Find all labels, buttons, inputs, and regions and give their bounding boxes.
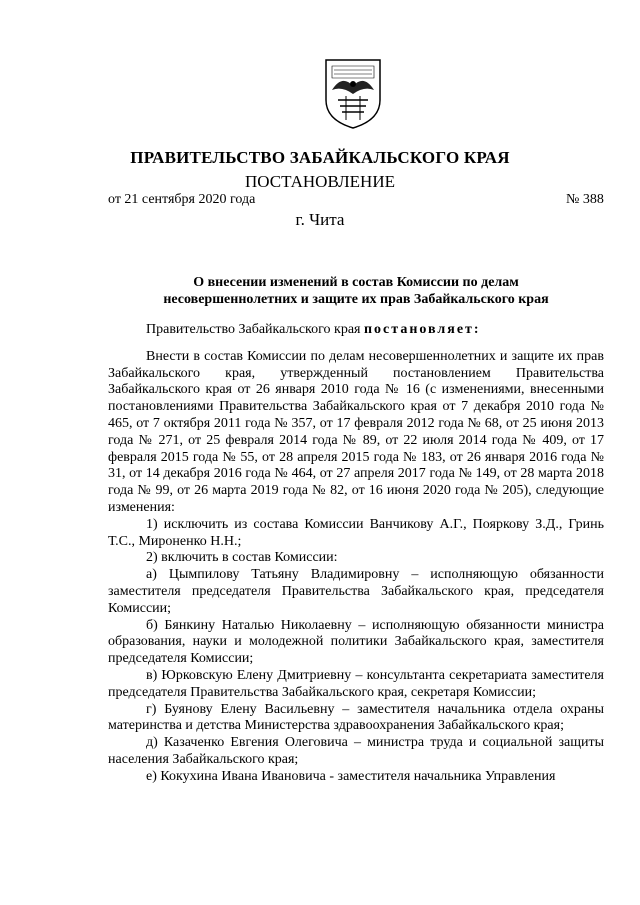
sub-item-g: г) Буянову Елену Васильевну – заместителя начальника отдела охраны материнства и детства Министерства здравоохранения Забайкальского края; (108, 701, 604, 734)
sub-item-b: б) Бянкину Наталью Николаевну – исполняющую обязанности министра образования, науки и молодежной политики Забайкальского края, заместителя председателя Комиссии; (108, 617, 604, 667)
document-city: г. Чита (295, 210, 345, 229)
document-date: от 21 сентября 2020 года (108, 192, 256, 207)
intro-paragraph: Внести в состав Комиссии по делам несовершеннолетних и защите их прав Забайкальского края, утвержденный постановлением Правительства Забайкальского края от 26 января 2010 года № 16 (с изменениями, внесенными постановлениями Правительства Забайкальского края от 7 декабря 2010 года № 465, от 7 октября 2011 года № 357, от 17 февраля 2012 года № 68, от 25 июня 2013 года № 271, от 25 февраля 2014 года № 89, от 22 июля 2014 года № 409, от 17 февраля 2015 года № 55, от 28 апреля 2015 года № 183, от 26 января 2016 года № 31, от 14 декабря 2016 года № 464, от 27 апреля 2017 года № 149, от 28 марта 2018 года № 99, от 26 марта 2019 года № 82, от 16 июня 2020 года № 205), следующие изменения: (108, 348, 604, 515)
sub-item-v: в) Юрковскую Елену Дмитриевну – консультанта секретариата заместителя председателя Правительства Забайкальского края, секретаря Комиссии; (108, 667, 604, 700)
sub-item-a: а) Цымпилову Татьяну Владимировну – исполняющую обязанности заместителя председателя Правительства Забайкальского края, председателя Комиссии; (108, 567, 604, 616)
preamble-text: Правительство Забайкальского края (146, 322, 364, 337)
subject-line-2: несовершеннолетних и защите их прав Забайкальского края (163, 292, 549, 307)
document-subject (108, 274, 604, 308)
subject-line-1: О внесении изменений в состав Комиссии по делам (193, 275, 519, 290)
document-body (108, 322, 604, 786)
coat-of-arms-icon (322, 56, 384, 130)
document-type: ПОСТАНОВЛЕНИЕ (244, 172, 395, 191)
government-title: ПРАВИТЕЛЬСТВО ЗАБАЙКАЛЬСКОГО КРАЯ (130, 148, 510, 167)
preamble-action: постановляет: (363, 322, 481, 337)
item-1: 1) исключить из состава Комиссии Ванчикову А.Г., Пояркову З.Д., Гринь Т.С., Мироненко Н.Н.; (108, 516, 604, 549)
sub-item-d: д) Казаченко Евгения Олеговича – министра труда и социальной защиты населения Забайкальского края; (108, 735, 604, 767)
sub-item-e: е) Кокухина Ивана Ивановича - заместителя начальника Управления (146, 768, 556, 784)
item-2: 2) включить в состав Комиссии: (146, 550, 338, 566)
document-number: № 388 (566, 192, 604, 207)
preamble (108, 322, 604, 339)
